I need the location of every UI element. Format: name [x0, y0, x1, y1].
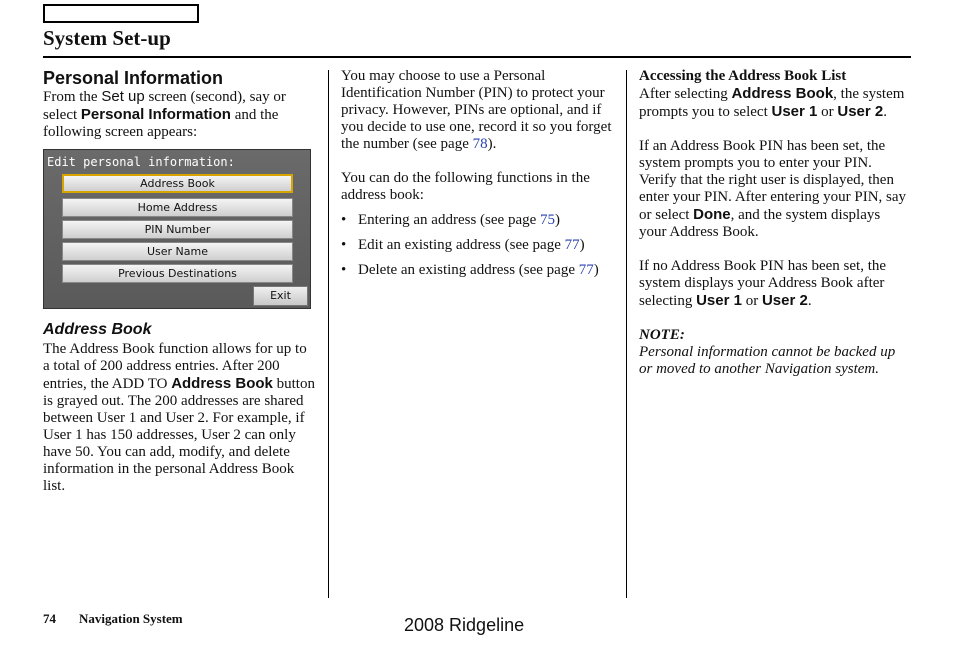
- footer-label: Navigation System: [79, 611, 183, 626]
- column-divider-2: [626, 70, 627, 598]
- note-body: Personal information cannot be backed up or moved to another Navigation system.: [639, 344, 896, 377]
- pin-set-paragraph: If an Address Book PIN has been set, the system prompts you to enter your PIN. Verify that the right user is displayed, then enter your PIN. After entering your PIN, say or select Done, and the system displays your Address Book.: [639, 138, 907, 240]
- user-name-button[interactable]: User Name: [62, 242, 293, 261]
- term-set-up: Set up: [101, 88, 145, 105]
- list-item: • Delete an existing address (see page 77): [341, 262, 616, 279]
- list-item: • Edit an existing address (see page 77): [341, 237, 616, 254]
- no-pin-paragraph: If no Address Book PIN has been set, the system displays your Address Book after selecting User 1 or User 2.: [639, 258, 887, 309]
- header-tab-box: [43, 4, 199, 23]
- edit-personal-information-screen: [43, 149, 311, 309]
- accessing-heading: Accessing the Address Book List: [639, 68, 847, 84]
- subheading-address-book: Address Book: [43, 321, 152, 338]
- pin-number-button[interactable]: PIN Number: [62, 220, 293, 239]
- term-address-book: Address Book: [171, 375, 273, 392]
- footer-model: 2008 Ridgeline: [404, 615, 525, 635]
- functions-paragraph: You can do the following functions in the address book:: [341, 170, 590, 203]
- address-book-button[interactable]: Address Book: [62, 174, 293, 193]
- functions-list: [341, 212, 616, 279]
- screen-header: Edit personal information:: [47, 155, 235, 169]
- accessing-paragraph: After selecting Address Book, the system prompts you to select User 1 or User 2.: [639, 85, 905, 120]
- address-book-paragraph: The Address Book function allows for up to a total of 200 address entries. After 200 entries, the ADD TO Address Book button is grayed out. The 200 addresses are shared between User 1 and User 2. For example, if User 1 has 150 addresses, User 2 can only have 50. You can add, modify, and delete information in the personal Address Book list.: [43, 341, 315, 494]
- column-divider-1: [328, 70, 329, 598]
- list-item: • Entering an address (see page 75): [341, 212, 616, 229]
- intro-paragraph: From the Set up screen (second), say or select Personal Information and the following screen appears:: [43, 88, 286, 140]
- term-personal-information: Personal Information: [80, 106, 231, 123]
- column-middle: [341, 68, 616, 287]
- exit-button[interactable]: Exit: [253, 286, 308, 306]
- section-heading-personal-information: Personal Information: [43, 68, 224, 88]
- pin-paragraph: You may choose to use a Personal Identification Number (PIN) to protect your privacy. However, PINs are optional, and if you decide to use one, record it so you forget the number (see page 78).: [341, 68, 612, 152]
- page-link-78[interactable]: 78: [472, 136, 488, 152]
- column-left: [43, 68, 315, 495]
- page-link-77[interactable]: 77: [578, 262, 594, 278]
- title-rule: [43, 56, 911, 58]
- previous-destinations-button[interactable]: Previous Destinations: [62, 264, 293, 283]
- page-link-75[interactable]: 75: [540, 212, 556, 228]
- home-address-button[interactable]: Home Address: [62, 198, 293, 217]
- column-right: [639, 68, 911, 378]
- page-number: 74: [43, 611, 56, 626]
- page-title: System Set-up: [43, 26, 171, 50]
- page-link-77[interactable]: 77: [564, 237, 580, 253]
- note-title: NOTE:: [639, 327, 685, 343]
